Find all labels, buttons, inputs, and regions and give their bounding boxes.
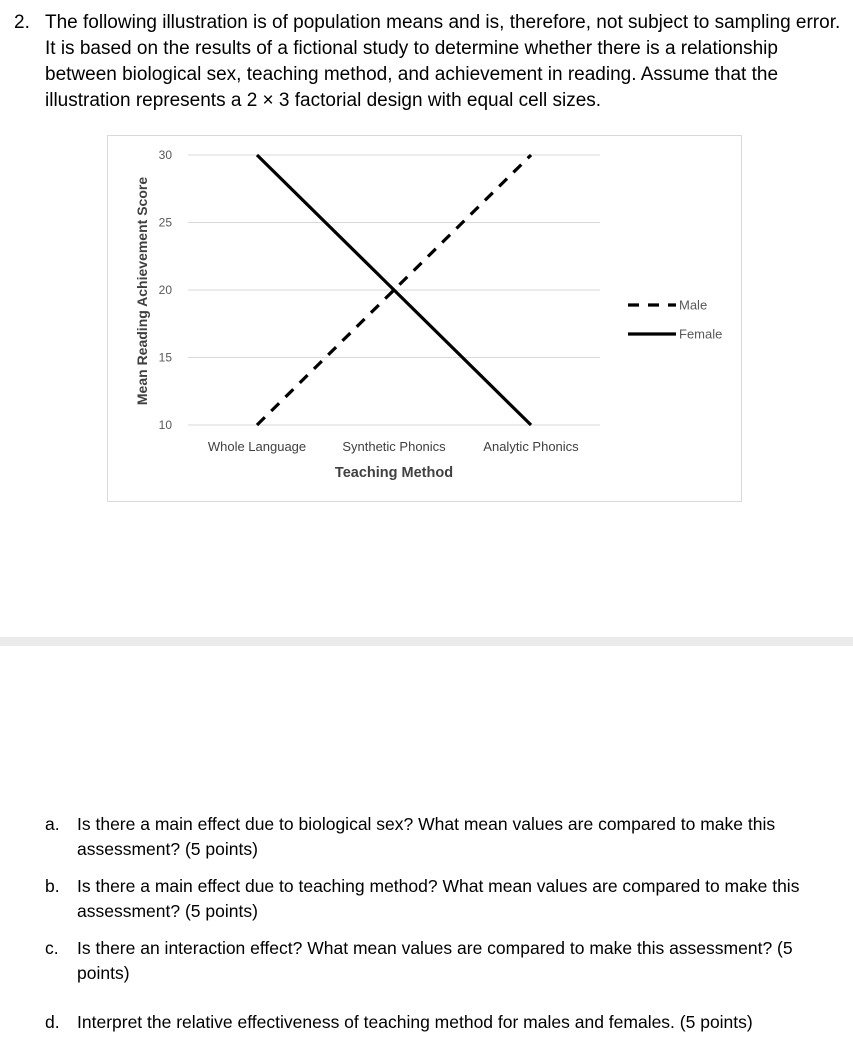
sub-question-letter: a. bbox=[45, 814, 60, 834]
legend-label-female: Female bbox=[679, 326, 723, 342]
x-tick-label: Whole Language bbox=[207, 439, 307, 454]
y-tick-label: 20 bbox=[158, 283, 172, 297]
question-text: The following illustration is of population means and is, therefore, not subject to sampling error. It is based on the results of a fictional study to determine whether there is a relationship between biological sex, teaching method, and achievement in reading. Assume that the illustration represents a 2 × 3 factorial design with equal cell sizes. bbox=[45, 12, 841, 111]
sub-question-text: Is there an interaction effect? What mean values are compared to make this assessment? (5 points) bbox=[77, 938, 793, 983]
chart-canvas bbox=[108, 136, 743, 503]
sub-question-letter: d. bbox=[45, 1012, 60, 1032]
question-number: 2. bbox=[14, 12, 30, 33]
sub-question-letter: c. bbox=[45, 938, 59, 958]
legend-label-male: Male bbox=[679, 297, 708, 313]
y-tick-label: 15 bbox=[158, 350, 172, 365]
page-divider bbox=[0, 637, 853, 646]
interaction-line-chart bbox=[107, 135, 742, 502]
x-tick-label: Analytic Phonics bbox=[483, 439, 579, 454]
sub-question-text: Is there a main effect due to biological sex? What mean values are compared to make this assessment? (5 points) bbox=[77, 814, 776, 859]
y-tick-label: 30 bbox=[158, 148, 172, 162]
sub-question-letter: b. bbox=[45, 876, 60, 896]
x-tick-label: Synthetic Phonics bbox=[342, 439, 446, 454]
sub-question-text: Interpret the relative effectiveness of teaching method for males and females. (5 points) bbox=[77, 1012, 753, 1032]
y-tick-label: 10 bbox=[158, 418, 172, 432]
y-axis-title: Mean Reading Achievement Score bbox=[134, 176, 150, 406]
sub-question-text: Is there a main effect due to teaching method? What mean values are compared to make this assessment? (5 points) bbox=[77, 876, 800, 921]
y-tick-label: 25 bbox=[158, 215, 172, 230]
x-axis-title: Teaching Method bbox=[334, 465, 454, 481]
